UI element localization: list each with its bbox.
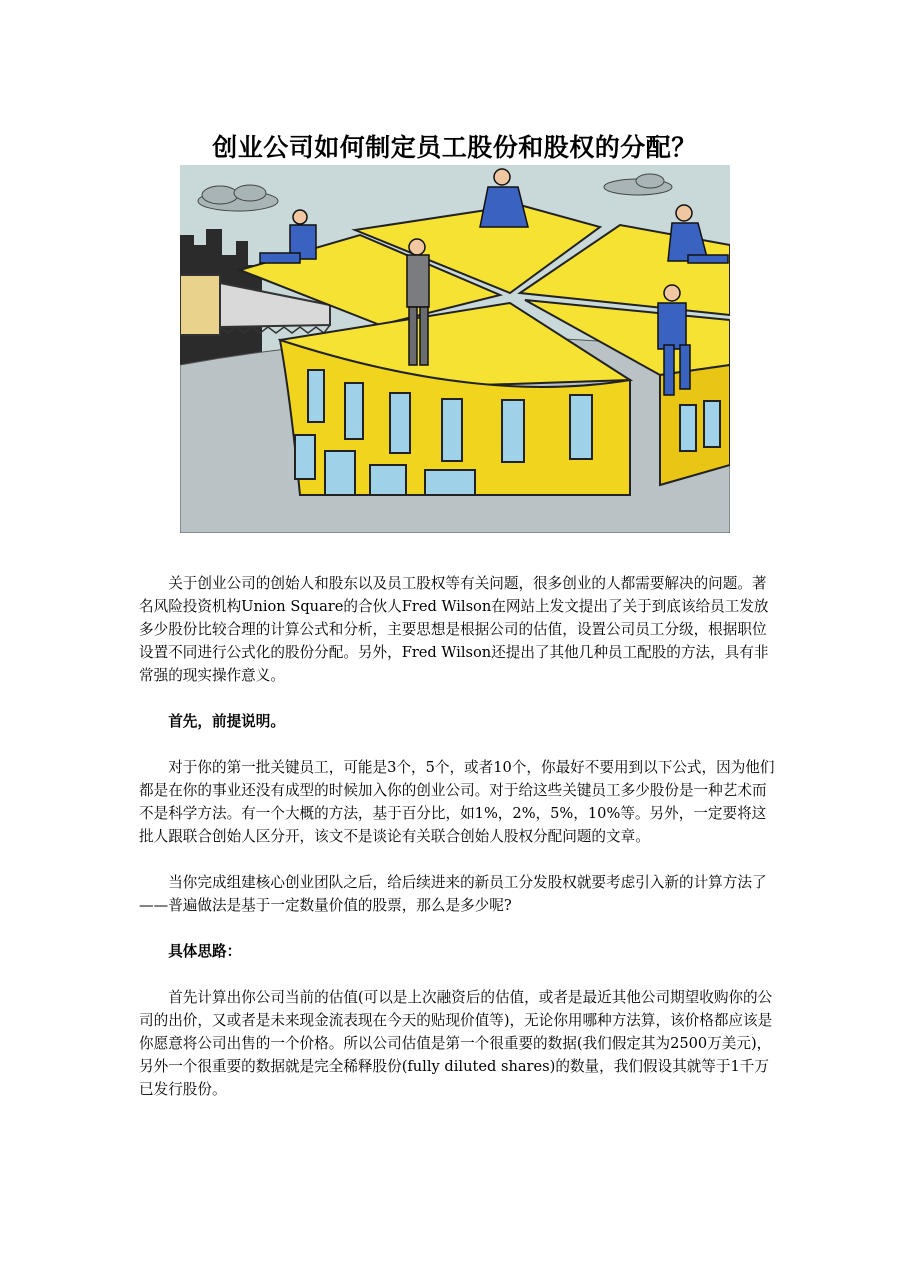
article-body	[139, 572, 777, 1101]
section-heading-approach: 具体思路：	[168, 943, 242, 960]
section-heading-premise: 首先，前提说明。	[168, 713, 285, 730]
paragraph-valuation: 首先计算出你公司当前的估值(可以是上次融资后的估值，或者是最近其他公司期望收购你的公司的出价，又或者是未来现金流表现在今天的贴现价值等)，无论你用哪种方法算，该价格都应该是你愿意将公司出售的一个价格。所以公司估值是第一个很重要的数据(我们假定其为2500万美元)，另外一个很重要的数据就是完全稀释股份(fully diluted shares)的数量，我们假设其就等于1千万已发行股份。	[139, 989, 773, 1098]
paragraph-new-employees: 当你完成组建核心创业团队之后，给后续进来的新员工分发股权就要考虑引入新的计算方法了——普遍做法是基于一定数量价值的股票，那么是多少呢?	[139, 874, 767, 914]
paragraph-intro: 关于创业公司的创始人和股东以及员工股权等有关问题，很多创业的人都需要解决的问题。著名风险投资机构Union Square的合伙人Fred Wilson在网站上发文提出了关于到底该给员工发放多少股份比较合理的计算公式和分析，主要思想是根据公司的估值，设置公司员工分级，根据职位设置不同进行公式化的股份分配。另外，Fred Wilson还提出了其他几种员工配股的方法，具有非常强的现实操作意义。	[139, 575, 769, 684]
page-title: 创业公司如何制定员工股份和股权的分配？	[212, 133, 697, 162]
paragraph-key-employees: 对于你的第一批关键员工，可能是3个，5个，或者10个，你最好不要用到以下公式，因为他们都是在你的事业还没有成型的时候加入你的创业公司。对于给这些关键员工多少股份是一种艺术而不是科学方法。有一个大概的方法，基于百分比，如1%，2%，5%，10%等。另外，一定要将这批人跟联合创始人区分开，该文不是谈论有关联合创始人股权分配问题的文章。	[139, 759, 775, 845]
equity-pie-building-illustration	[180, 165, 730, 533]
